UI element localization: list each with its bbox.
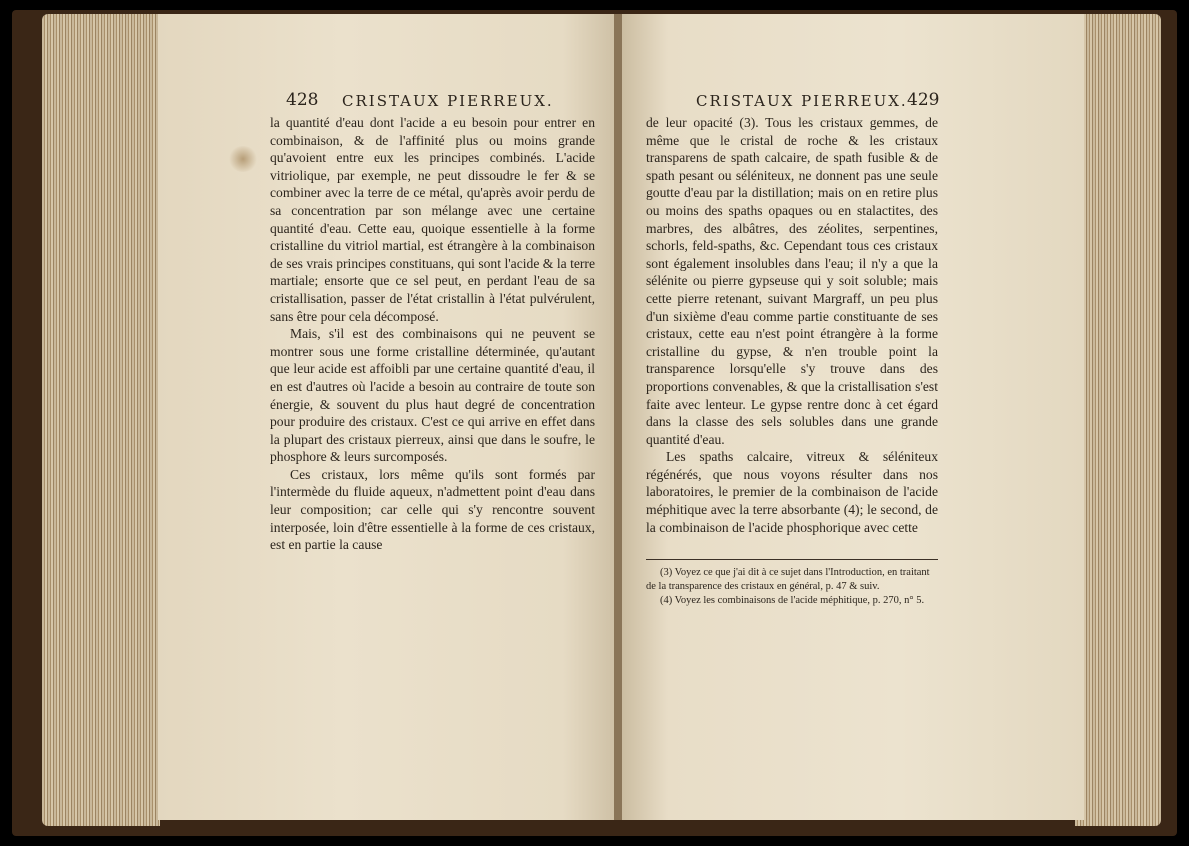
footnote-rule: [646, 559, 938, 560]
paragraph: Les spaths calcaire, vitreux & séléniteux régénérés, que nous voyons résulter dans nos laboratoires, le premier de la combinaison de l'acide méphitique avec la terre absorbante (4); le second, de la combinaison de l'acide phosphorique avec cette: [646, 449, 938, 535]
paragraph: Ces cristaux, lors même qu'ils sont formés par l'intermède du fluide aqueux, n'admettent point d'eau dans leur composition; car celle qui s'y rencontre souvent interposée, loin d'être essentielle à la forme de ces cristaux, est en partie la cause: [270, 466, 595, 553]
left-page-edges: [42, 14, 160, 826]
right-page-edges: [1075, 14, 1161, 826]
right-running-head: CRISTAUX PIERREUX.: [696, 92, 908, 110]
paper-stain: [228, 146, 258, 172]
paragraph: la quantité d'eau dont l'acide a eu besoin pour entrer en combinaison, & de l'affinité plus ou moins grande qu'avoient entre eux les principes combinés. L'acide vitriolique, par exemple, ne peut dissoudre le fer & se combiner avec la terre de ce métal, qu'après avoir perdu de sa concentration par son mélange avec une certaine quantité d'eau. Cette eau, quoique essentielle à la forme cristalline du vitriol martial, est étrangère à la combinaison de ses vrais principes constituans, qui sont l'acide & la terre martiale; ensorte que ce sel peut, en perdant l'eau de sa cristallisation, passer de l'état cristallin à l'état pulvérulent, sans être pour cela décomposé.: [270, 115, 595, 324]
footnote: (4) Voyez les combinaisons de l'acide méphitique, p. 270, n° 5.: [660, 595, 925, 606]
footnote: (3) Voyez ce que j'ai dit à ce sujet dans l'Introduction, en traitant de la transparence des cristaux en général, p. 47 & suiv.: [646, 567, 930, 592]
paragraph: Mais, s'il est des combinaisons qui ne peuvent se montrer sous une forme cristalline déterminée, qu'autant que leur acide est affoibli par une certaine quantité d'eau, il en est d'autres où l'acide a besoin au contraire de toute son énergie, & souvent du plus haut degré de concentration pour produire des cristaux. C'est ce qui arrive en effet dans la plupart des cristaux pierreux, ainsi que dans le soufre, le phosphore & leurs surcomposés.: [270, 326, 595, 465]
right-text-block: [646, 114, 938, 536]
left-text-block: [270, 114, 595, 554]
right-page: [622, 14, 1084, 820]
paragraph: de leur opacité (3). Tous les cristaux gemmes, de même que le cristal de roche & les cristaux transparens de spath calcaire, de spath fusible & de spath pesant ou séléniteux, ne donnent pas une seule goutte d'eau par la distillation; mais on en retire plus ou moins des spaths opaques ou en stalactites, des marbres, des albâtres, des zéolites, serpentines, schorls, feld-spaths, &c. Cependant tous ces cristaux sont également insolubles dans l'eau; il n'y a que la sélénite ou pierre gypseuse qui y soit soluble; mais cette pierre retenant, suivant Margraff, un peu plus d'un sixième d'eau comme partie constituante de ses cristaux, cette eau n'est point étrangère à la forme cristalline du gypse, & n'en trouble point la transparence lorsqu'elle s'y trouve dans des proportions convenables, & que la cristallisation s'est faite avec lenteur. Le gypse rentre donc à cet égard dans la classe des sels solubles dans une grande quantité d'eau.: [646, 115, 938, 447]
left-page-number: 428: [286, 90, 319, 110]
left-page: [158, 14, 618, 820]
left-running-head: CRISTAUX PIERREUX.: [342, 92, 554, 110]
footnotes: [646, 566, 938, 608]
right-page-number: 429: [907, 90, 940, 110]
